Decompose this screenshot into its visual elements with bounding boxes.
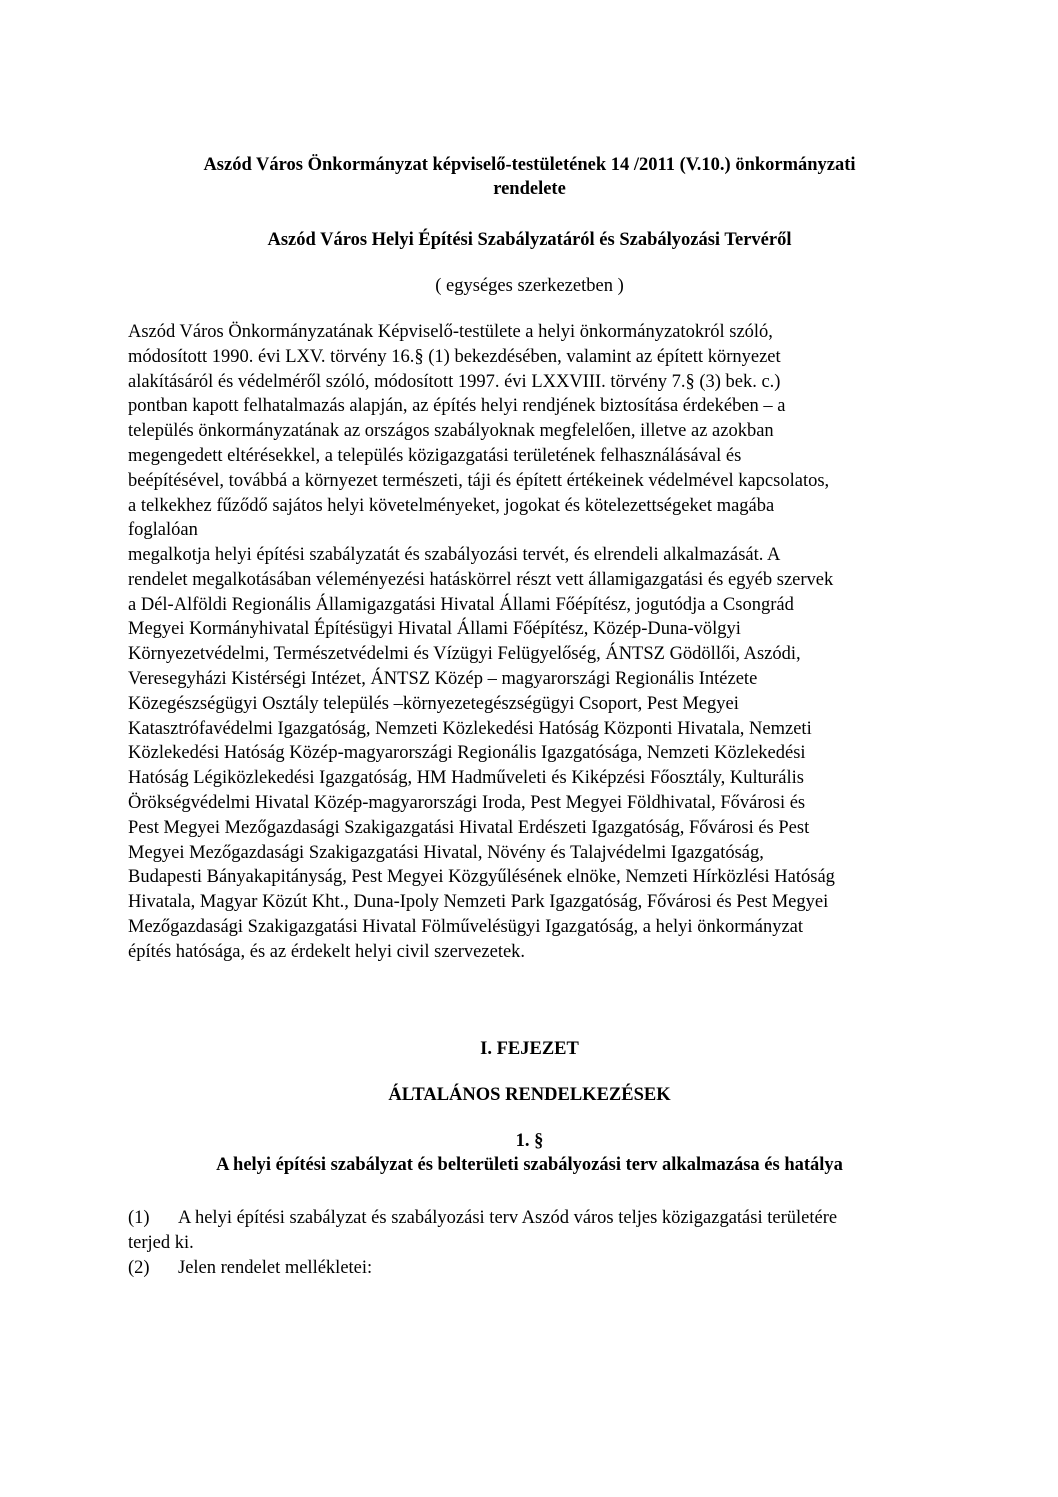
preamble-line: foglalóan: [128, 520, 198, 541]
preamble-line: megengedett eltérésekkel, a település közigazgatási területének felhasználásával és: [128, 445, 742, 466]
paragraph-text: A helyi építési szabályzat és szabályozási terv Aszód város teljes közigazgatási területére: [178, 1208, 838, 1228]
preamble-line: a telkekhez fűződő sajátos helyi követelményeket, jogokat és kötelezettségeket magába: [128, 495, 775, 516]
enactment-line: Katasztrófavédelmi Igazgatóság, Nemzeti Közlekedési Hatóság Központi Hivatala, Nemzeti: [128, 718, 812, 739]
consolidated-note: ( egységes szerkezetben ): [435, 276, 624, 296]
preamble-line: pontban kapott felhatalmazás alapján, az építés helyi rendjének biztosítása érdekében – a: [128, 396, 786, 417]
enactment-line: Budapesti Bányakapitányság, Pest Megyei Közgyűlésének elnöke, Nemzeti Hírközlési Hatóság: [128, 867, 835, 888]
chapter-number: I. FEJEZET: [480, 1039, 579, 1059]
paragraph-text: Jelen rendelet mellékletei:: [178, 1258, 373, 1278]
paragraph-number: (2): [128, 1258, 150, 1278]
preamble: [128, 320, 931, 543]
preamble-line: Aszód Város Önkormányzatának Képviselő-testülete a helyi önkormányzatokról szóló,: [128, 322, 773, 342]
preamble-line: módosított 1990. évi LXV. törvény 16.§ (1) bekezdésében, valamint az épített környezet: [128, 346, 781, 367]
paragraph-1: [128, 1206, 931, 1256]
section-number: 1. §: [515, 1131, 544, 1151]
enactment-line: Közlekedési Hatóság Közép-magyarországi Regionális Igazgatósága, Nemzeti Közlekedési: [128, 743, 806, 764]
enactment-line: Hatóság Légiközlekedési Igazgatóság, HM Hadműveleti és Kiképzési Főosztály, Kulturális: [128, 768, 804, 789]
preamble-line: alakításáról és védelméről szóló, módosított 1997. évi LXXVIII. törvény 7.§ (3) bek. c.): [128, 371, 781, 392]
enactment-paragraph: [128, 543, 931, 965]
enactment-line: Környezetvédelmi, Természetvédelmi és Vízügyi Felügyelőség, ÁNTSZ Gödöllői, Aszódi,: [128, 644, 801, 665]
enactment-line: Megyei Kormányhivatal Építésügyi Hivatal Állami Főépítész, Közép-Duna-völgyi: [128, 619, 741, 640]
enactment-line: Megyei Mezőgazdasági Szakigazgatási Hivatal, Növény és Talajvédelmi Igazgatóság,: [128, 842, 764, 863]
document-title: [128, 153, 931, 201]
title-line-2: rendelete: [493, 179, 566, 199]
paragraph-text-continued: terjed ki.: [128, 1232, 194, 1253]
enactment-line: Veresegyházi Kistérségi Intézet, ÁNTSZ Közép – magyarországi Regionális Intézete: [128, 668, 758, 689]
preamble-line: település önkormányzatának az országos szabályoknak megfelelően, illetve az azokban: [128, 421, 774, 442]
paragraph-number: (1): [128, 1208, 150, 1228]
enactment-line: Közegészségügyi Osztály település –környezetegészségügyi Csoport, Pest Megyei: [128, 693, 739, 714]
enactment-line: Hivatala, Magyar Közút Kht., Duna-Ipoly Nemzeti Park Igazgatóság, Fővárosi és Pest Megyei: [128, 892, 829, 913]
enactment-line: építés hatósága, és az érdekelt helyi civil szervezetek.: [128, 941, 526, 962]
enactment-line: rendelet megalkotásában véleményezési hatáskörrel részt vett államigazgatási és egyéb szervek: [128, 569, 834, 590]
chapter-title: ÁLTALÁNOS RENDELKEZÉSEK: [388, 1085, 671, 1105]
title-line-1: Aszód Város Önkormányzat képviselő-testületének 14 /2011 (V.10.) önkormányzati: [203, 155, 856, 175]
enactment-line: megalkotja helyi építési szabályzatát és szabályozási tervét, és elrendeli alkalmazását. A: [128, 545, 781, 565]
paragraph-2: [128, 1256, 931, 1281]
enactment-line: Pest Megyei Mezőgazdasági Szakigazgatási Hivatal Erdészeti Igazgatóság, Fővárosi és Pest: [128, 817, 810, 838]
enactment-line: Mezőgazdasági Szakigazgatási Hivatal Fölművelésügyi Igazgatóság, a helyi önkormányzat: [128, 916, 804, 937]
document-subtitle: Aszód Város Helyi Építési Szabályzatáról és Szabályozási Tervéről: [267, 230, 792, 250]
preamble-line: beépítésével, továbbá a környezet természeti, táji és épített értékeinek védelmével kapcsolatos,: [128, 470, 830, 491]
section-title: A helyi építési szabályzat és belterületi szabályozási terv alkalmazása és hatálya: [216, 1155, 843, 1175]
enactment-line: Örökségvédelmi Hivatal Közép-magyarországi Iroda, Pest Megyei Földhivatal, Fővárosi és: [128, 792, 806, 813]
enactment-line: a Dél-Alföldi Regionális Államigazgatási Hivatal Állami Főépítész, jogutódja a Csongrád: [128, 594, 794, 615]
